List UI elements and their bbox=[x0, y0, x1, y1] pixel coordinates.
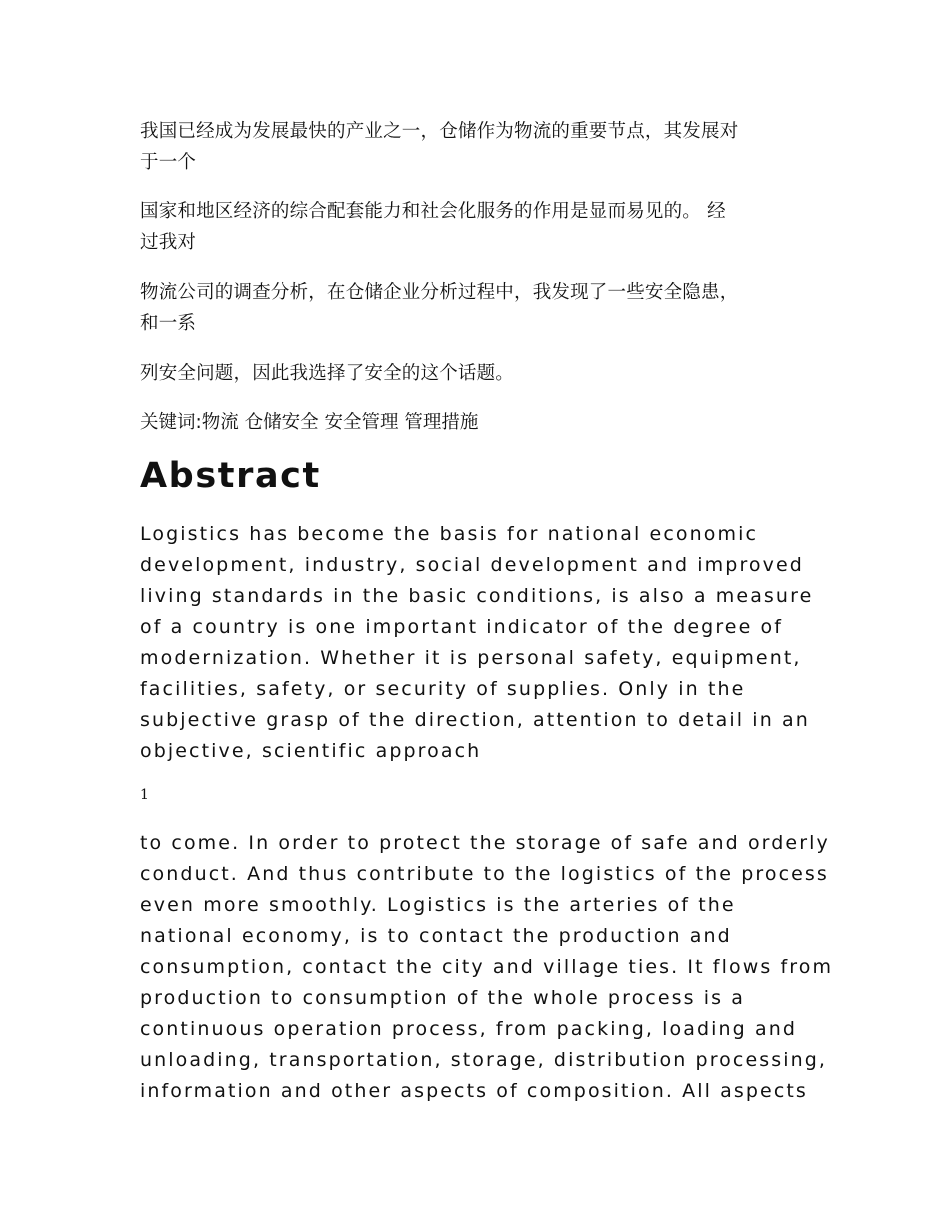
text-line: Logistics has become the basis for national economic bbox=[140, 523, 759, 545]
intro-paragraph-4 bbox=[140, 358, 815, 389]
text-line: 国家和地区经济的综合配套能力和社会化服务的作用是显而易见的。 经 bbox=[140, 201, 726, 222]
text-line: conduct. And thus contribute to the logistics of the process bbox=[140, 863, 829, 885]
abstract-paragraph-2 bbox=[140, 828, 834, 1107]
text-line: of a country is one important indicator of the degree of bbox=[140, 616, 784, 638]
text-line: to come. In order to protect the storage of safe and orderly bbox=[140, 832, 830, 854]
abstract-heading: Abstract bbox=[140, 456, 321, 496]
text-line: modernization. Whether it is personal safety, equipment, bbox=[140, 647, 802, 669]
text-line: unloading, transportation, storage, distribution processing, bbox=[140, 1049, 828, 1071]
page-number: 1 bbox=[140, 787, 149, 803]
text-line: national economy, is to contact the production and bbox=[140, 925, 732, 947]
text-line: information and other aspects of composition. All aspects bbox=[140, 1080, 808, 1102]
text-line: 物流公司的调查分析，在仓储企业分析过程中，我发现了一些安全隐患， bbox=[140, 282, 739, 303]
text-line: facilities, safety, or security of supplies. Only in the bbox=[140, 678, 746, 700]
text-line: continuous operation process, from packing, loading and bbox=[140, 1018, 798, 1040]
text-line: subjective grasp of the direction, attention to detail in an bbox=[140, 709, 810, 731]
intro-paragraph-3 bbox=[140, 277, 815, 339]
text-line: 于一个 bbox=[140, 152, 197, 173]
text-line: 过我对 bbox=[140, 232, 197, 253]
text-line: consumption, contact the city and village ties. It flows from bbox=[140, 956, 834, 978]
text-line: development, industry, social development and improved bbox=[140, 554, 804, 576]
intro-paragraph-2 bbox=[140, 196, 815, 258]
text-line: 列安全问题，因此我选择了安全的这个话题。 bbox=[140, 363, 515, 384]
text-line: even more smoothly. Logistics is the arteries of the bbox=[140, 894, 736, 916]
text-line: living standards in the basic conditions, is also a measure bbox=[140, 585, 814, 607]
abstract-paragraph-1 bbox=[140, 519, 820, 767]
text-line: production to consumption of the whole process is a bbox=[140, 987, 746, 1009]
text-line: 我国已经成为发展最快的产业之一，仓储作为物流的重要节点，其发展对 bbox=[140, 121, 739, 142]
text-line: objective, scientific approach bbox=[140, 740, 482, 762]
text-line: 和一系 bbox=[140, 313, 197, 334]
keywords-line: 关键词:物流 仓储安全 安全管理 管理措施 bbox=[140, 412, 479, 433]
intro-paragraph-1 bbox=[140, 116, 815, 178]
